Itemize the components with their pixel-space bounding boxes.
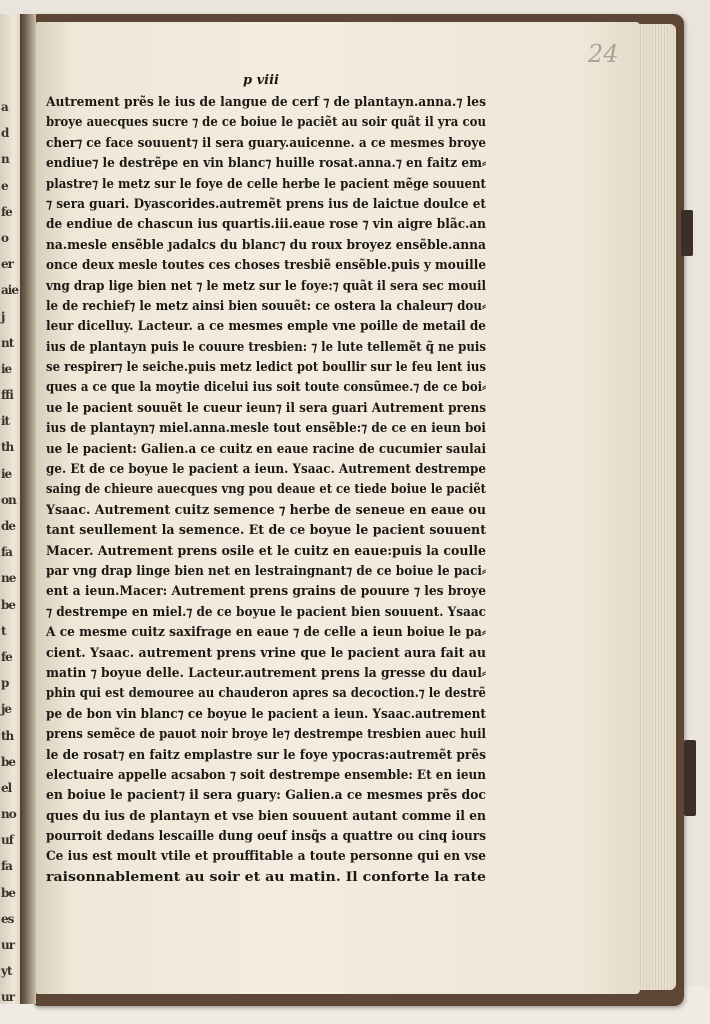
text-line: broye auecques sucre ⁊ de ce boiue le paciẽt au soir quãt il yra cou [46,115,486,131]
text-line: pe de bon vin blanc⁊ ce boyue le pacient a ieun. Ysaac.autrement [46,706,486,722]
text-line: ent a ieun.Macer: Autrement prens grains de pouure ⁊ les broye [46,584,486,600]
left-page-fragment: be [1,597,16,612]
text-line: ge. Et de ce boyue le pacient a ieun. Ysaac. Autrement destrempe [46,462,486,478]
text-line: ius de plantayn⁊ miel.anna.mesle tout ensẽble:⁊ de ce en ieun boi [46,421,486,437]
text-line: le de rechief⁊ le metz ainsi bien souuẽt: ce ostera la chaleur⁊ dou⸗ [46,298,486,314]
text-line: matin ⁊ boyue delle. Lacteur.autrement prens la gresse du daul⸗ [46,665,486,681]
left-page-fragment: ie [1,466,12,481]
gutter-shadow [20,14,36,1004]
left-page-fragment: on [1,492,16,507]
text-line: de endiue de chascun ius quartis.iii.eaue rose ⁊ vin aigre blãc.an [46,217,486,233]
left-page-fragment: je [1,702,11,717]
left-page-fragment: ffi [1,388,13,403]
text-line: A ce mesme cuitz saxifrage en eaue ⁊ de celle a ieun boiue le pa⸗ [46,625,486,641]
text-line: ⁊ sera guari. Dyascorides.autremẽt prens ius de laictue doulce et [46,196,486,212]
left-page-fragment: d [1,126,9,141]
page-tab-upper [681,210,693,256]
text-line: Macer. Autrement prens osile et le cuitz en eaue:puis la coulle [46,543,486,559]
left-page-fragment: er [1,257,13,272]
left-page-fragment: n [1,152,9,167]
text-line: saing de chieure auecques vng pou deaue et ce tiede boiue le paciẽt [46,482,486,498]
left-page-fragment: th [1,440,14,455]
text-line: plastre⁊ le metz sur le foye de celle herbe le pacient mẽge souuent [46,176,486,192]
text-line: cient. Ysaac. autrement prens vrine que le pacient aura fait au [46,645,486,661]
text-line: raisonnablement au soir et au matin. Il conforte la rate [46,869,486,885]
text-line: once deux mesle toutes ces choses tresbiẽ ensẽble.puis y mouille [46,258,486,274]
page-tab-lower [684,740,696,816]
left-page-fragment: aie [1,283,18,298]
text-line: leur dicelluy. Lacteur. a ce mesmes emple vne poille de metail de [46,319,486,335]
left-page-fragment: be [1,754,16,769]
text-line: en boiue le pacient⁊ il sera guary: Galien.a ce mesmes prẽs doc [46,788,486,804]
text-line: ques du ius de plantayn et vse bien souuent autant comme il en [46,808,486,824]
text-line: se respirer⁊ le seiche.puis metz ledict pot boullir sur le feu lent ius [46,360,486,376]
left-page-fragment: ne [1,571,16,586]
text-line: ue le pacient: Galien.a ce cuitz en eaue racine de cucumier saulai [46,441,486,457]
text-line: pourroit dedans lescaille dung oeuf insq̃s a quattre ou cinq iours [46,829,486,845]
left-page-fragment: uf [1,833,13,848]
left-page-fragment: a [1,100,8,114]
text-line: Ce ius est moult vtile et prouffitable a toute personne qui en vse [46,849,486,865]
left-page-fragment: it [1,414,10,429]
text-line: electuaire appelle acsabon ⁊ soit destrempe ensemble: Et en ieun [46,767,486,783]
body-text [46,93,486,888]
text-line: ue le pacient souuẽt le cueur ieun⁊ il sera guari Autrement prens [46,400,486,416]
text-line: na.mesle ensẽble ȷadalcs du blanc⁊ du roux broyez ensẽble.anna [46,237,486,253]
text-line: cher⁊ ce face souuent⁊ il sera guary.auicenne. a ce mesmes broye [46,135,486,151]
left-page-fragment: th [1,728,14,743]
left-page-fragment: p [1,676,9,691]
left-page-fragment: ur [1,990,15,1004]
left-page-fragment: el [1,780,12,795]
left-page-fragment: t [1,623,6,638]
text-line: ⁊ destrempe en miel.⁊ de ce boyue le pacient bien souuent. Ysaac [46,604,486,620]
left-page-fragment: fe [1,204,12,219]
left-page-fragment: fe [1,649,12,664]
left-page-fragment: ie [1,361,12,376]
text-line: Autrement prẽs le ius de langue de cerf ⁊ de plantayn.anna.⁊ les [46,95,486,110]
left-page-fragment: nt [1,335,14,350]
text-line: endiue⁊ le destrẽpe en vin blanc⁊ huille rosat.anna.⁊ en faitz em⸗ [46,156,486,172]
left-page-fragments [1,94,21,1004]
text-line: Ysaac. Autrement cuitz semence ⁊ herbe de seneue en eaue ou [46,502,486,518]
left-page-fragment: no [1,807,16,822]
text-line: ius de plantayn puis le couure tresbien: ⁊ le lute tellemẽt q̃ ne puis [46,339,486,355]
left-page-fragment: de [1,519,16,533]
left-page-fragment: j [1,309,5,324]
left-page-fragment: e [1,178,8,193]
left-page-fragment: ur [1,938,15,952]
text-line: tant seullement la semence. Et de ce boyue le pacient souuent [46,523,486,539]
folio-number: 24 [588,40,619,68]
left-page-fragment: fa [1,545,12,560]
signature-mark: p viii [243,73,279,88]
text-line: prens semẽce de pauot noir broye le⁊ destrempe tresbien auec huil [46,727,486,743]
left-page-fragment: be [1,885,16,900]
left-page-fragment: fa [1,859,12,874]
text-line: vng drap lige bien net ⁊ le metz sur le foye:⁊ quãt il sera sec mouil [46,278,486,294]
left-page-fragment: es [1,911,14,926]
text-line: par vng drap linge bien net en lestraingnant⁊ de ce boiue le paci⸗ [46,563,486,579]
text-line: phin qui est demouree au chauderon apres sa decoction.⁊ le destrẽ [46,686,486,702]
left-page-fragment: o [1,230,9,245]
text-line: ques a ce que la moytie dicelui ius soit toute consũmee.⁊ de ce boi⸗ [46,380,486,396]
left-page-fragment: yt [1,964,12,979]
text-line: le de rosat⁊ en faitz emplastre sur le foye ypocras:autremẽt prẽs [46,747,486,763]
